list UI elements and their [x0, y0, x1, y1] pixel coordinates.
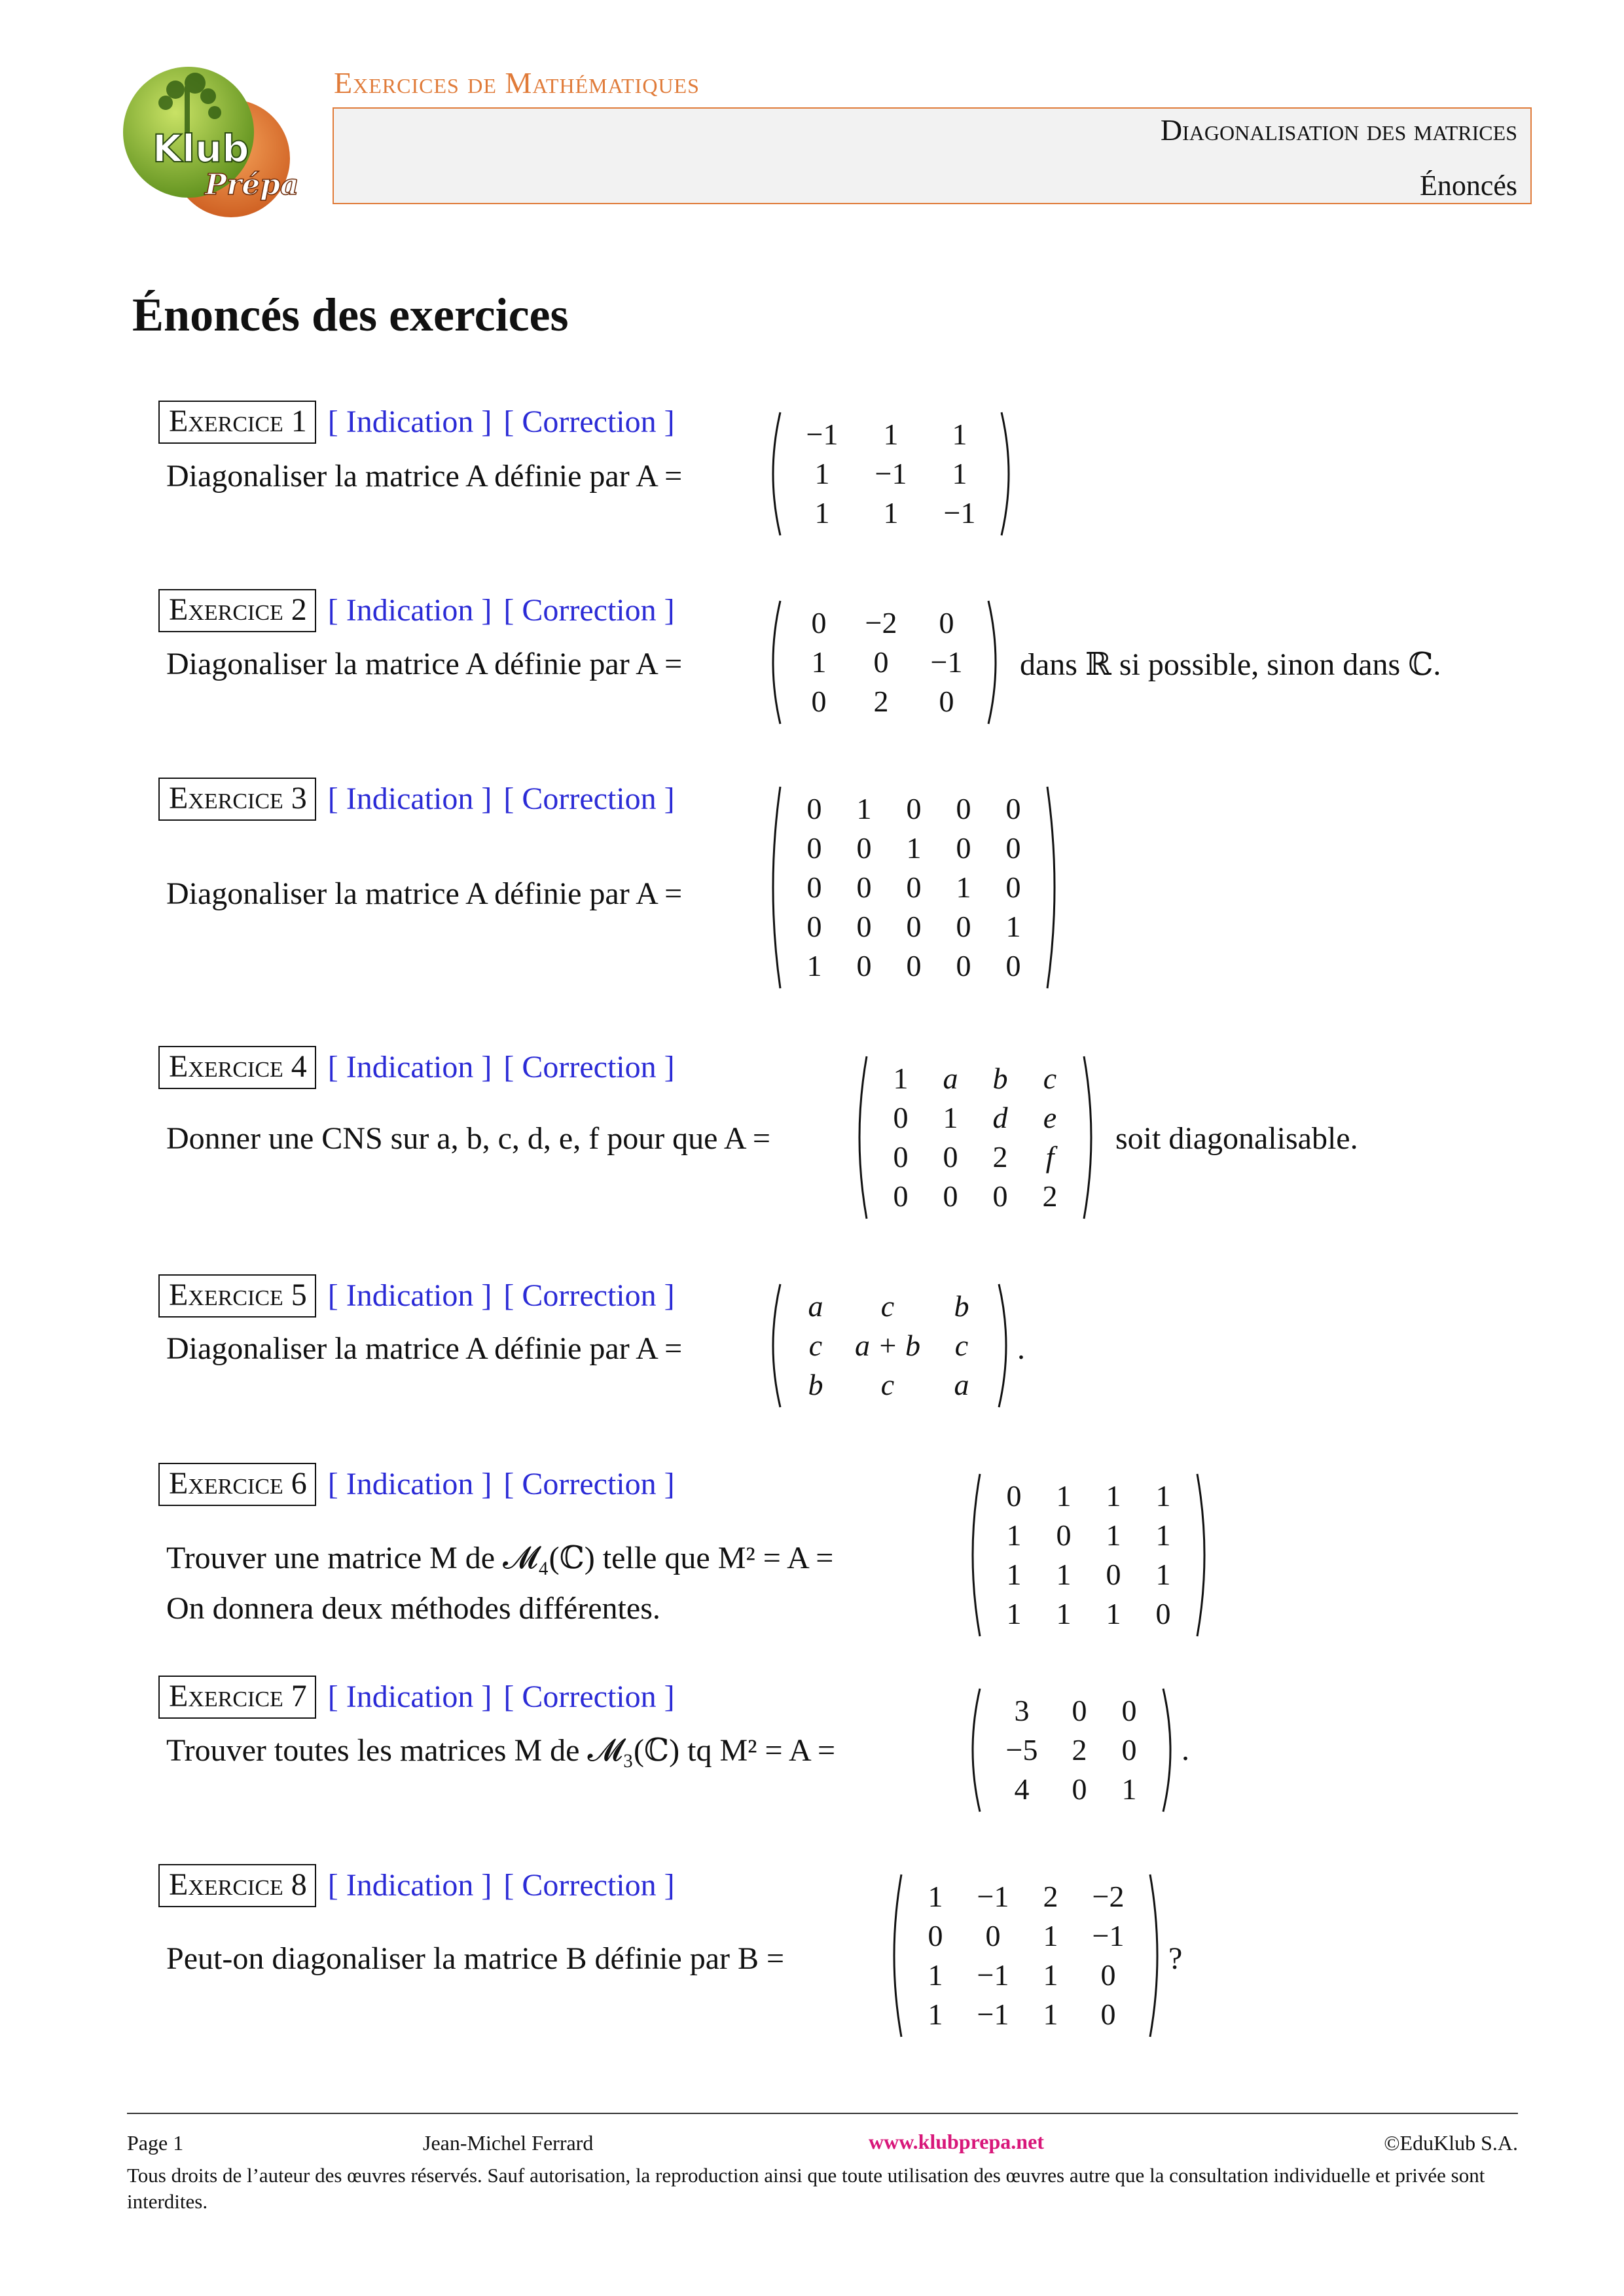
matrix-cell: 1: [1043, 1998, 1058, 2031]
matrix-cell: 0: [943, 1140, 958, 1174]
svg-text:Prépa: Prépa: [205, 168, 299, 202]
matrix-cell: 0: [893, 1101, 909, 1134]
matrix-grid: [783, 1283, 996, 1408]
matrix-cell: −5: [1005, 1733, 1038, 1767]
matrix-cell: −1: [977, 1958, 1009, 1992]
matrix: [964, 1473, 1213, 1638]
indication-link[interactable]: [ Indication ]: [327, 1679, 492, 1714]
matrix-cell: 2: [1072, 1733, 1087, 1767]
matrix-cell: 1: [956, 870, 971, 904]
exercise-header: [158, 401, 675, 444]
matrix-cell: 0: [906, 949, 922, 982]
matrix-cell: 2: [1042, 1179, 1058, 1213]
exercise-statement-suffix: soit diagonalisable.: [1115, 1121, 1358, 1156]
matrix-cell: −1: [977, 1998, 1009, 2031]
matrix-cell: e: [1043, 1101, 1057, 1134]
matrix-left-paren: [886, 1873, 904, 2038]
matrix-cell: 0: [956, 949, 971, 982]
matrix-cell: 0: [1005, 870, 1021, 904]
matrix-cell: 1: [883, 496, 899, 529]
matrix-cell: d: [992, 1101, 1008, 1134]
matrix-left-paren: [851, 1055, 869, 1220]
exercise-statement: Diagonaliser la matrice A définie par A =: [166, 876, 683, 911]
matrix-cell: −2: [865, 606, 897, 639]
indication-link[interactable]: [ Indication ]: [327, 781, 492, 816]
correction-link[interactable]: [ Correction ]: [503, 781, 675, 816]
exercise-header: [158, 778, 675, 821]
matrix-cell: 1: [883, 418, 899, 451]
matrix-left-paren: [765, 411, 783, 537]
matrix-cell: 0: [1155, 1597, 1171, 1630]
matrix-cell: 1: [952, 418, 967, 451]
matrix-cell: 1: [1155, 1518, 1171, 1552]
exercise-statement: Trouver une matrice M de 𝓜₄(ℂ) telle que M² = A =: [166, 1541, 834, 1575]
indication-link[interactable]: [ Indication ]: [327, 1868, 492, 1903]
matrix-cell: −2: [1092, 1880, 1125, 1913]
matrix-right-paren: [999, 411, 1017, 537]
matrix-cell: −1: [875, 457, 907, 490]
matrix-cell: 1: [1106, 1479, 1121, 1513]
matrix-right-paren: [986, 600, 1004, 725]
matrix-right-paren: [1147, 1873, 1166, 2038]
matrix-cell: 1: [1006, 1518, 1022, 1552]
matrix-cell: 1: [1155, 1479, 1171, 1513]
matrix-cell: 1: [943, 1101, 958, 1134]
exercise-label: Exercice 5: [158, 1274, 316, 1318]
header-box: [333, 107, 1532, 204]
matrix-cell: −1: [1092, 1919, 1125, 1952]
matrix-cell: 0: [956, 792, 971, 825]
matrix-cell: 2: [992, 1140, 1008, 1174]
matrix-cell: −1: [806, 418, 839, 451]
matrix-cell: a: [943, 1062, 958, 1095]
exercise-label: Exercice 4: [158, 1046, 316, 1089]
footer-rights: Tous droits de l’auteur des œuvres réservés. Sauf autorisation, la reproduction ainsi que toute utilisation des œuvres autre que la consultation individuelle et privée sont interdites.: [127, 2164, 1485, 2213]
matrix-cell: 0: [806, 831, 822, 865]
page-title: Énoncés des exercices: [132, 289, 569, 341]
exercise-statement-suffix: ?: [1168, 1941, 1183, 1976]
matrix-cell: b: [808, 1368, 823, 1401]
matrix-left-paren: [964, 1687, 983, 1813]
matrix-cell: −1: [977, 1880, 1009, 1913]
matrix-cell: c: [880, 1289, 895, 1323]
exercise-label: Exercice 3: [158, 778, 316, 821]
matrix-cell: 1: [1005, 910, 1021, 943]
exercise-header: [158, 589, 675, 632]
exercise-statement-suffix: .: [1017, 1331, 1025, 1366]
matrix-left-paren: [765, 1283, 783, 1408]
matrix-cell: 1: [1006, 1597, 1022, 1630]
matrix-cell: 1: [952, 457, 967, 490]
matrix-cell: 1: [928, 1880, 943, 1913]
footer-copyright: ©EduKlub S.A.: [1384, 2131, 1518, 2155]
matrix-cell: 0: [985, 1919, 1001, 1952]
matrix-cell: 0: [906, 792, 922, 825]
matrix-cell: 0: [893, 1140, 909, 1174]
matrix-cell: 1: [1121, 1772, 1137, 1806]
chapter-title: Diagonalisation des matrices: [1160, 113, 1517, 147]
matrix-cell: 0: [1006, 1479, 1022, 1513]
matrix-cell: 0: [1005, 831, 1021, 865]
matrix-cell: 1: [1056, 1597, 1072, 1630]
exercise-statement: Trouver toutes les matrices M de 𝓜₃(ℂ) tq M² = A =: [166, 1733, 836, 1768]
klub-prepa-logo: [117, 60, 313, 224]
series-title: Exercices de Mathématiques: [334, 66, 700, 99]
matrix: [765, 1283, 1015, 1408]
matrix-cell: 1: [1155, 1558, 1171, 1591]
matrix-left-paren: [964, 1473, 983, 1638]
matrix-cell: 0: [806, 870, 822, 904]
exercise-statement-suffix: .: [1182, 1732, 1189, 1767]
svg-text:Klub: Klub: [153, 126, 249, 171]
matrix-grid: [904, 1873, 1147, 2038]
matrix-grid: [783, 785, 1045, 990]
matrix-grid: [983, 1473, 1195, 1638]
matrix-cell: 0: [1100, 1958, 1116, 1992]
matrix-right-paren: [1161, 1687, 1179, 1813]
footer-url-link[interactable]: www.klubprepa.net: [869, 2130, 1044, 2153]
matrix-cell: f: [1045, 1140, 1055, 1174]
matrix-grid: [869, 1055, 1081, 1220]
matrix-cell: 0: [939, 685, 954, 718]
exercise-label: Exercice 2: [158, 589, 316, 632]
matrix-cell: 0: [811, 685, 827, 718]
matrix-cell: c: [954, 1329, 969, 1362]
indication-link[interactable]: [ Indication ]: [327, 1467, 492, 1501]
matrix-cell: 0: [939, 606, 954, 639]
indication-link[interactable]: [ Indication ]: [327, 1050, 492, 1085]
matrix-cell: 0: [1121, 1694, 1137, 1727]
matrix-cell: 0: [856, 870, 872, 904]
correction-link[interactable]: [ Correction ]: [503, 1467, 675, 1501]
correction-link[interactable]: [ Correction ]: [503, 1679, 675, 1714]
exercise-statement: Diagonaliser la matrice A définie par A =: [166, 1331, 683, 1366]
matrix-cell: 0: [928, 1919, 943, 1952]
matrix-cell: 1: [806, 949, 822, 982]
matrix-cell: 0: [1121, 1733, 1137, 1767]
matrix-cell: 4: [1014, 1772, 1030, 1806]
matrix-cell: 1: [1106, 1597, 1121, 1630]
footer-page: Page 1: [127, 2131, 184, 2155]
matrix-cell: 0: [811, 606, 827, 639]
matrix: [765, 785, 1063, 990]
correction-link[interactable]: [ Correction ]: [503, 1868, 675, 1903]
exercise-header: [158, 1046, 675, 1089]
matrix-cell: 0: [806, 792, 822, 825]
matrix-cell: a: [808, 1289, 823, 1323]
matrix-cell: c: [880, 1368, 895, 1401]
exercise-label: Exercice 1: [158, 401, 316, 444]
matrix-right-paren: [1195, 1473, 1213, 1638]
matrix-cell: 0: [1056, 1518, 1072, 1552]
exercise-statement-line2: On donnera deux méthodes différentes.: [166, 1591, 660, 1626]
indication-link[interactable]: [ Indication ]: [327, 593, 492, 628]
matrix-cell: 0: [956, 831, 971, 865]
matrix-cell: 0: [856, 949, 872, 982]
exercise-statement: Peut-on diagonaliser la matrice B définie par B =: [166, 1941, 785, 1976]
matrix-cell: 1: [814, 496, 830, 529]
matrix: [886, 1873, 1166, 2038]
matrix-cell: 0: [1005, 792, 1021, 825]
matrix-grid: [783, 600, 986, 725]
matrix-cell: 0: [806, 910, 822, 943]
matrix-cell: 1: [856, 792, 872, 825]
matrix: [765, 600, 1004, 725]
matrix-cell: 1: [928, 1958, 943, 1992]
matrix-cell: 1: [811, 645, 827, 679]
matrix-cell: 1: [1056, 1479, 1072, 1513]
matrix-cell: 0: [1100, 1998, 1116, 2031]
indication-link[interactable]: [ Indication ]: [327, 404, 492, 439]
matrix-cell: 1: [1106, 1518, 1121, 1552]
matrix-cell: 1: [928, 1998, 943, 2031]
matrix-cell: a: [954, 1368, 969, 1401]
matrix-cell: 0: [1106, 1558, 1121, 1591]
matrix-cell: 1: [814, 457, 830, 490]
matrix-cell: 2: [1043, 1880, 1058, 1913]
matrix-cell: 0: [906, 910, 922, 943]
indication-link[interactable]: [ Indication ]: [327, 1278, 492, 1313]
matrix-cell: 2: [873, 685, 889, 718]
matrix-cell: c: [1043, 1062, 1057, 1095]
matrix-cell: 1: [1056, 1558, 1072, 1591]
footer-author: Jean-Michel Ferrard: [423, 2131, 594, 2155]
matrix-cell: a + b: [854, 1329, 921, 1362]
matrix-grid: [783, 411, 999, 537]
exercise-header: [158, 1864, 675, 1907]
matrix-right-paren: [996, 1283, 1015, 1408]
matrix: [851, 1055, 1100, 1220]
matrix-cell: 1: [1043, 1919, 1058, 1952]
matrix-right-paren: [1045, 785, 1063, 990]
matrix-cell: 1: [1006, 1558, 1022, 1591]
matrix-cell: 0: [873, 645, 889, 679]
matrix-cell: 0: [956, 910, 971, 943]
matrix-cell: 1: [893, 1062, 909, 1095]
matrix-left-paren: [765, 600, 783, 725]
matrix-cell: 0: [856, 910, 872, 943]
correction-link[interactable]: [ Correction ]: [503, 1050, 675, 1085]
exercise-header: [158, 1676, 675, 1719]
exercise-label: Exercice 7: [158, 1676, 316, 1719]
matrix-grid: [983, 1687, 1161, 1813]
matrix-cell: 0: [1072, 1772, 1087, 1806]
matrix-cell: 0: [992, 1179, 1008, 1213]
matrix-cell: 0: [856, 831, 872, 865]
section-subtitle: Énoncés: [1419, 170, 1517, 202]
exercise-header: [158, 1274, 675, 1318]
footer-rule: [127, 2113, 1518, 2114]
exercise-statement-suffix: dans ℝ si possible, sinon dans ℂ.: [1020, 647, 1441, 682]
matrix-cell: 0: [1005, 949, 1021, 982]
matrix-left-paren: [765, 785, 783, 990]
matrix-cell: c: [808, 1329, 823, 1362]
matrix-cell: b: [992, 1062, 1008, 1095]
exercise-statement: Diagonaliser la matrice A définie par A =: [166, 459, 683, 493]
matrix-cell: 0: [906, 870, 922, 904]
matrix-cell: 1: [906, 831, 922, 865]
exercise-label: Exercice 8: [158, 1864, 316, 1907]
matrix: [765, 411, 1017, 537]
matrix-cell: 3: [1014, 1694, 1030, 1727]
correction-link[interactable]: [ Correction ]: [503, 1278, 675, 1313]
matrix-cell: b: [954, 1289, 969, 1323]
exercise-label: Exercice 6: [158, 1463, 316, 1506]
matrix-cell: −1: [943, 496, 976, 529]
matrix-cell: 0: [943, 1179, 958, 1213]
exercise-statement: Donner une CNS sur a, b, c, d, e, f pour que A =: [166, 1121, 770, 1156]
correction-link[interactable]: [ Correction ]: [503, 404, 675, 439]
matrix-cell: −1: [930, 645, 963, 679]
matrix: [964, 1687, 1179, 1813]
matrix-cell: 0: [1072, 1694, 1087, 1727]
exercise-header: [158, 1463, 675, 1506]
matrix-right-paren: [1081, 1055, 1100, 1220]
matrix-cell: 1: [1043, 1958, 1058, 1992]
correction-link[interactable]: [ Correction ]: [503, 593, 675, 628]
exercise-statement: Diagonaliser la matrice A définie par A =: [166, 647, 683, 681]
matrix-cell: 0: [893, 1179, 909, 1213]
